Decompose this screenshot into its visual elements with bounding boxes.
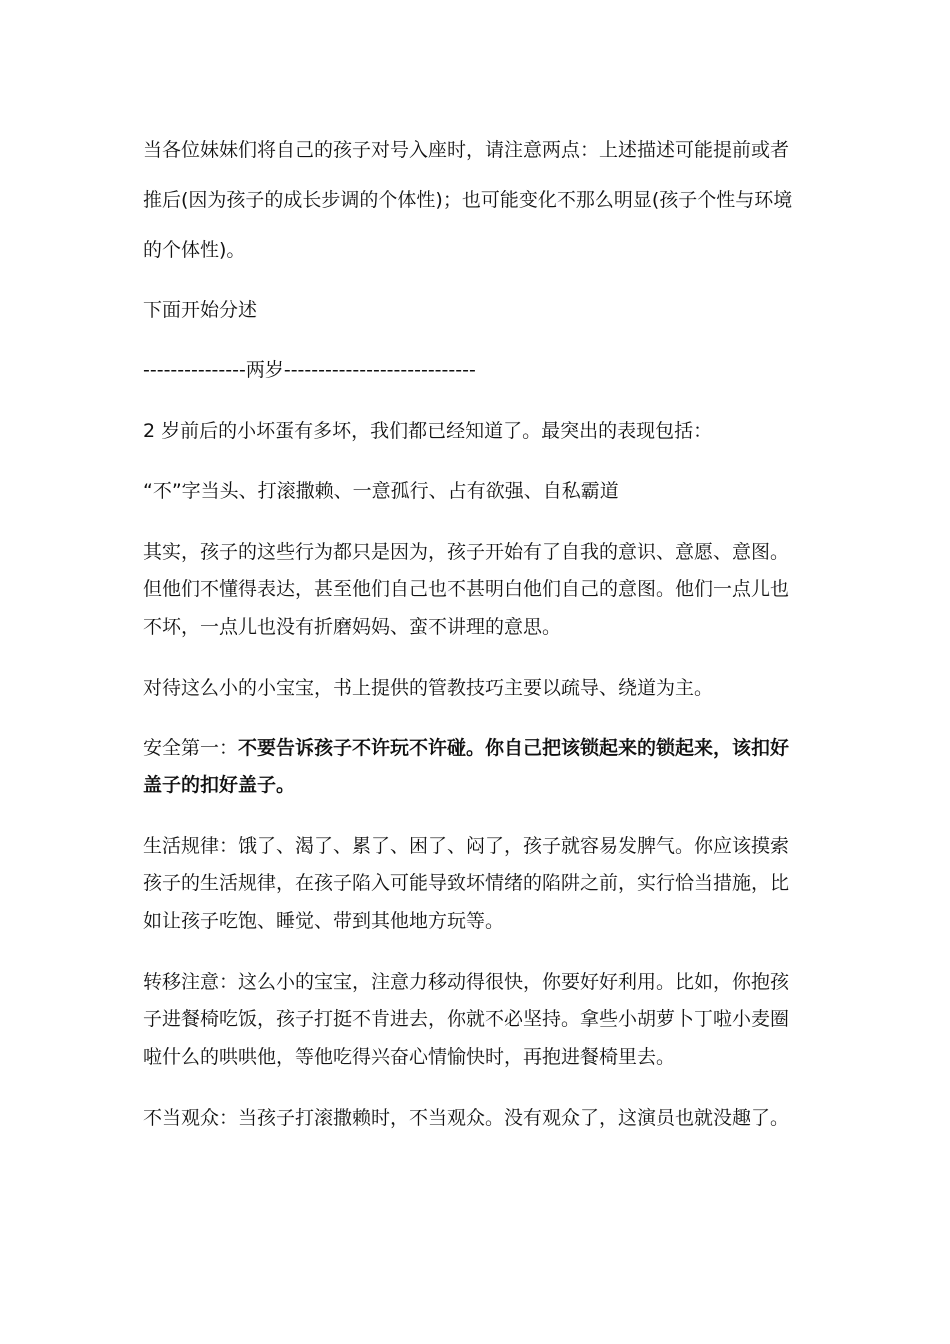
routine-line-1: 生活规律：饿了、渴了、累了、困了、闷了，孩子就容易发脾气。你应该摸索 (143, 835, 790, 857)
explanation-line-1: 其实，孩子的这些行为都只是因为，孩子开始有了自我的意识、意愿、意图。 (143, 541, 790, 563)
safety-bold-text-1: 不要告诉孩子不许玩不许碰。你自己把该锁起来的锁起来，该扣好 (238, 737, 790, 759)
distraction-line-2: 子进餐椅吃饭，孩子打挺不肯进去，你就不必坚持。拿些小胡萝卜丁啦小麦圈 (143, 1008, 790, 1030)
intro-line-3: 的个体性)。 (143, 239, 246, 261)
safety-line-1 (143, 736, 789, 760)
safety-label: 安全第一： (143, 737, 239, 759)
no-audience-paragraph: 不当观众：当孩子打滚撒赖时，不当观众。没有观众了，这演员也就没趣了。 (143, 1107, 790, 1129)
routine-line-2: 孩子的生活规律，在孩子陷入可能导致坏情绪的陷阱之前，实行恰当措施，比 (143, 872, 790, 894)
routine-line-3: 如让孩子吃饱、睡觉、带到其他地方玩等。 (143, 910, 505, 932)
intro-line-2: 推后(因为孩子的成长步调的个体性)；也可能变化不那么明显(孩子个性与环境 (143, 189, 793, 211)
age2-summary: 2 岁前后的小坏蛋有多坏，我们都已经知道了。最突出的表现包括： (143, 420, 713, 442)
explanation-line-2: 但他们不懂得表达，甚至他们自己也不甚明白他们自己的意图。他们一点儿也 (143, 578, 790, 600)
approach-paragraph: 对待这么小的小宝宝，书上提供的管教技巧主要以疏导、绕道为主。 (143, 677, 714, 699)
distraction-line-3: 啦什么的哄哄他，等他吃得兴奋心情愉快时，再抱进餐椅里去。 (143, 1046, 676, 1068)
section-divider-two-years: ---------------两岁---------------------------- (143, 359, 476, 381)
distraction-line-1: 转移注意：这么小的宝宝，注意力移动得很快，你要好好利用。比如，你抱孩 (143, 971, 790, 993)
safety-bold-text-2: 盖子的扣好盖子。 (143, 774, 296, 796)
section-intro: 下面开始分述 (143, 299, 258, 321)
age2-traits: “不”字当头、打滚撒赖、一意孤行、占有欲强、自私霸道 (143, 480, 619, 502)
intro-line-1: 当各位妹妹们将自己的孩子对号入座时，请注意两点：上述描述可能提前或者 (143, 139, 790, 161)
explanation-line-3: 不坏，一点儿也没有折磨妈妈、蛮不讲理的意思。 (143, 616, 562, 638)
